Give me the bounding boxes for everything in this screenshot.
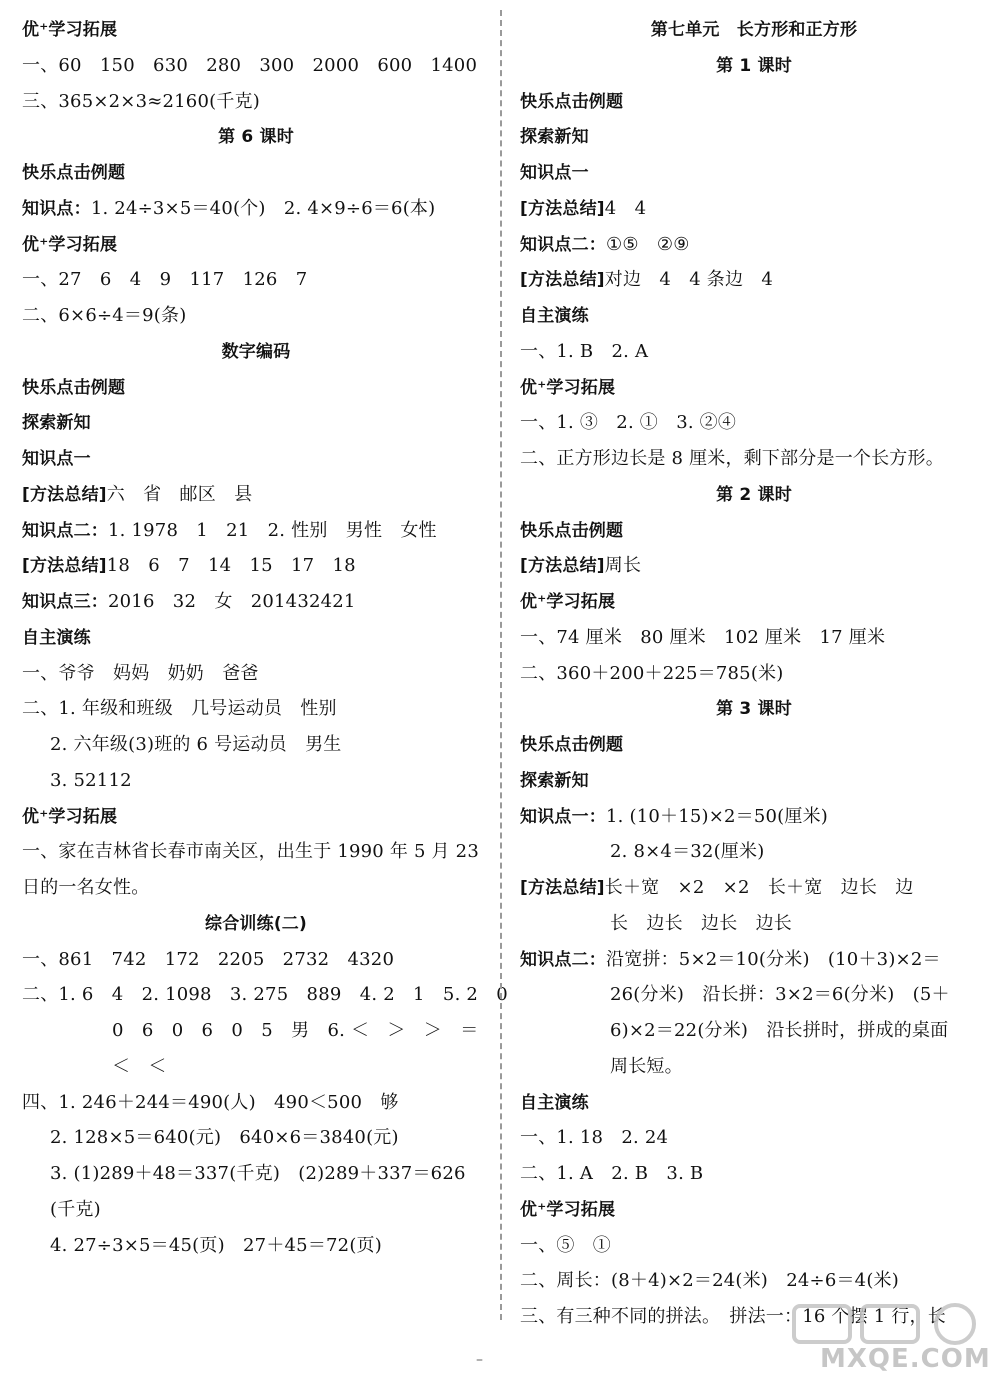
answer-label: 知识点二： — [520, 234, 606, 255]
section-heading: 快乐点击例题 — [520, 735, 624, 755]
answer-text: 沿宽拼：5×2＝10(分米) (10＋3)×2＝ — [606, 948, 941, 970]
answer-label: 知识点一： — [520, 806, 606, 827]
section-heading: 优⁺学习拓展 — [520, 592, 616, 612]
section-heading: 知识点一 — [22, 449, 91, 469]
section-heading: 探索新知 — [520, 127, 589, 148]
answer-line: 三、有三种不同的拼法。 拼法一：16 个摆 1 行，长 — [520, 1306, 946, 1327]
answer-line: ＜ ＜ — [112, 1055, 167, 1077]
answer-line: 一、74 厘米 80 厘米 102 厘米 17 厘米 — [520, 626, 886, 648]
answer-line: 3. (1)289＋48＝337(千克) (2)289＋337＝626 — [50, 1163, 466, 1184]
answer-line: 二、周长：(8＋4)×2＝24(米) 24÷6＝4(米) — [520, 1270, 899, 1292]
answer-line: 四、1. 246＋244＝490(人) 490＜500 够 — [22, 1091, 399, 1113]
answer-text: 18 6 7 14 15 17 18 — [106, 555, 356, 577]
answer-line: (千克) — [50, 1198, 101, 1220]
answer-line — [520, 876, 913, 900]
lesson-title: 综合训练(二) — [205, 913, 307, 934]
answer-line: 一、家在吉林省长春市南关区，出生于 1990 年 5 月 23 — [22, 841, 479, 863]
answer-line: 长 边长 边长 边长 — [610, 912, 792, 934]
lesson-title: 第 2 课时 — [716, 484, 792, 505]
section-heading: 自主演练 — [22, 627, 91, 648]
answer-line: 3. 52112 — [50, 769, 132, 791]
answer-line — [520, 948, 941, 972]
answer-text: 2016 32 女 201432421 — [108, 591, 356, 612]
answer-label: [方法总结] — [22, 556, 107, 577]
answer-line: 二、1. 6 4 2. 1098 3. 275 889 4. 2 1 5. 2 0 — [22, 984, 508, 1006]
answer-label: 知识点二： — [22, 520, 108, 541]
section-heading: 快乐点击例题 — [520, 91, 624, 112]
answer-line — [22, 519, 437, 543]
watermark-logo — [790, 1300, 995, 1382]
answer-line: 6)×2＝22(分米) 沿长拼时，拼成的桌面 — [610, 1020, 949, 1041]
answer-line: 26(分米) 沿长拼：3×2＝6(分米) (5＋ — [610, 984, 950, 1006]
answer-line: 一、861 742 172 2205 2732 4320 — [22, 948, 395, 970]
answer-text: 4 4 — [604, 197, 647, 219]
answer-text: 1. (10＋15)×2＝50(厘米) — [606, 805, 829, 827]
lesson-title: 第 6 课时 — [218, 127, 294, 148]
answer-line: 2. 128×5＝640(元) 640×6＝3840(元) — [50, 1127, 399, 1149]
answer-label: [方法总结] — [22, 484, 107, 505]
answer-line: 2. 8×4＝32(厘米) — [610, 841, 765, 863]
answer-label: [方法总结] — [520, 270, 605, 291]
answer-line: 二、1. A 2. B 3. B — [520, 1163, 704, 1184]
answer-line — [22, 554, 356, 578]
answer-label: [方法总结] — [520, 556, 605, 577]
answer-label: 知识点二： — [520, 949, 606, 970]
watermark-icon — [790, 1300, 995, 1350]
answer-line: 一、1. ③ 2. ① 3. ②④ — [520, 412, 737, 434]
answer-label: [方法总结] — [520, 198, 605, 219]
answer-line: 一、1. 18 2. 24 — [520, 1127, 669, 1149]
answer-line: 二、正方形边长是 8 厘米，剩下部分是一个长方形。 — [520, 448, 944, 469]
answer-line: 二、360＋200＋225＝785(米) — [520, 662, 784, 684]
column-divider — [500, 10, 502, 1320]
answer-text: 1. 24÷3×5＝40(个) 2. 4×9÷6＝6(本) — [90, 197, 436, 219]
answer-line: 一、27 6 4 9 117 126 7 — [22, 269, 308, 291]
section-heading: 快乐点击例题 — [520, 520, 624, 541]
section-heading: 探索新知 — [520, 770, 589, 791]
page-footer-mark: – — [476, 1352, 483, 1368]
answer-line — [520, 554, 641, 578]
answer-line — [520, 805, 828, 829]
section-heading: 快乐点击例题 — [22, 377, 126, 398]
lesson-title: 第 3 课时 — [716, 699, 792, 720]
answer-line: 2. 六年级(3)班的 6 号运动员 男生 — [50, 734, 342, 755]
answer-text: ①⑤ ②⑨ — [606, 233, 690, 255]
answer-line — [520, 268, 773, 292]
answer-line: 日的一名女性。 — [22, 877, 150, 898]
answer-label: 知识点三： — [22, 592, 108, 612]
answer-line — [22, 197, 435, 221]
answer-text: 长＋宽 ×2 ×2 长＋宽 边长 边 — [604, 877, 914, 898]
answer-line: 一、1. B 2. A — [520, 340, 649, 362]
lesson-title: 数字编码 — [221, 341, 291, 362]
answer-line: 二、1. 年级和班级 几号运动员 性别 — [22, 698, 337, 720]
answer-line: 三、365×2×3≈2160(千克) — [22, 90, 260, 112]
lesson-title: 第七单元 长方形和正方形 — [650, 20, 858, 40]
answer-line — [22, 590, 356, 614]
answer-line — [520, 233, 690, 257]
section-heading: 自主演练 — [520, 1092, 589, 1113]
section-heading: 快乐点击例题 — [22, 163, 126, 183]
answer-text: 周长 — [604, 555, 642, 577]
watermark-text: MXQE.COM — [820, 1344, 991, 1374]
section-heading: 自主演练 — [520, 306, 589, 326]
answer-line: 一、60 150 630 280 300 2000 600 1400 — [22, 54, 478, 76]
answer-text: 1. 1978 1 21 2. 性别 男性 女性 — [108, 519, 437, 541]
answer-line: 4. 27÷3×5＝45(页) 27＋45＝72(页) — [50, 1234, 382, 1256]
section-heading: 知识点一 — [520, 163, 589, 183]
answer-line: 二、6×6÷4＝9(条) — [22, 305, 187, 326]
answer-line: 0 6 0 6 0 5 男 6. ＜ ＞ ＞ ＝ — [112, 1020, 479, 1041]
section-heading: 优⁺学习拓展 — [22, 806, 118, 827]
answer-line — [22, 483, 252, 507]
section-heading: 优⁺学习拓展 — [22, 234, 118, 255]
section-heading: 优⁺学习拓展 — [520, 1199, 616, 1220]
section-heading: 优⁺学习拓展 — [520, 377, 616, 398]
section-heading: 探索新知 — [22, 413, 91, 434]
section-heading: 优⁺学习拓展 — [22, 20, 118, 40]
answer-text: 对边 4 4 条边 4 — [604, 269, 774, 291]
answer-text: 六 省 邮区 县 — [106, 483, 253, 505]
answer-line — [520, 197, 646, 221]
lesson-title: 第 1 课时 — [716, 55, 792, 76]
answer-line: 一、⑤ ① — [520, 1234, 611, 1256]
answer-line: 一、爷爷 妈妈 奶奶 爸爸 — [22, 662, 259, 684]
answer-label: 知识点： — [22, 198, 91, 219]
answer-line: 周长短。 — [610, 1055, 683, 1077]
answer-label: [方法总结] — [520, 878, 605, 898]
